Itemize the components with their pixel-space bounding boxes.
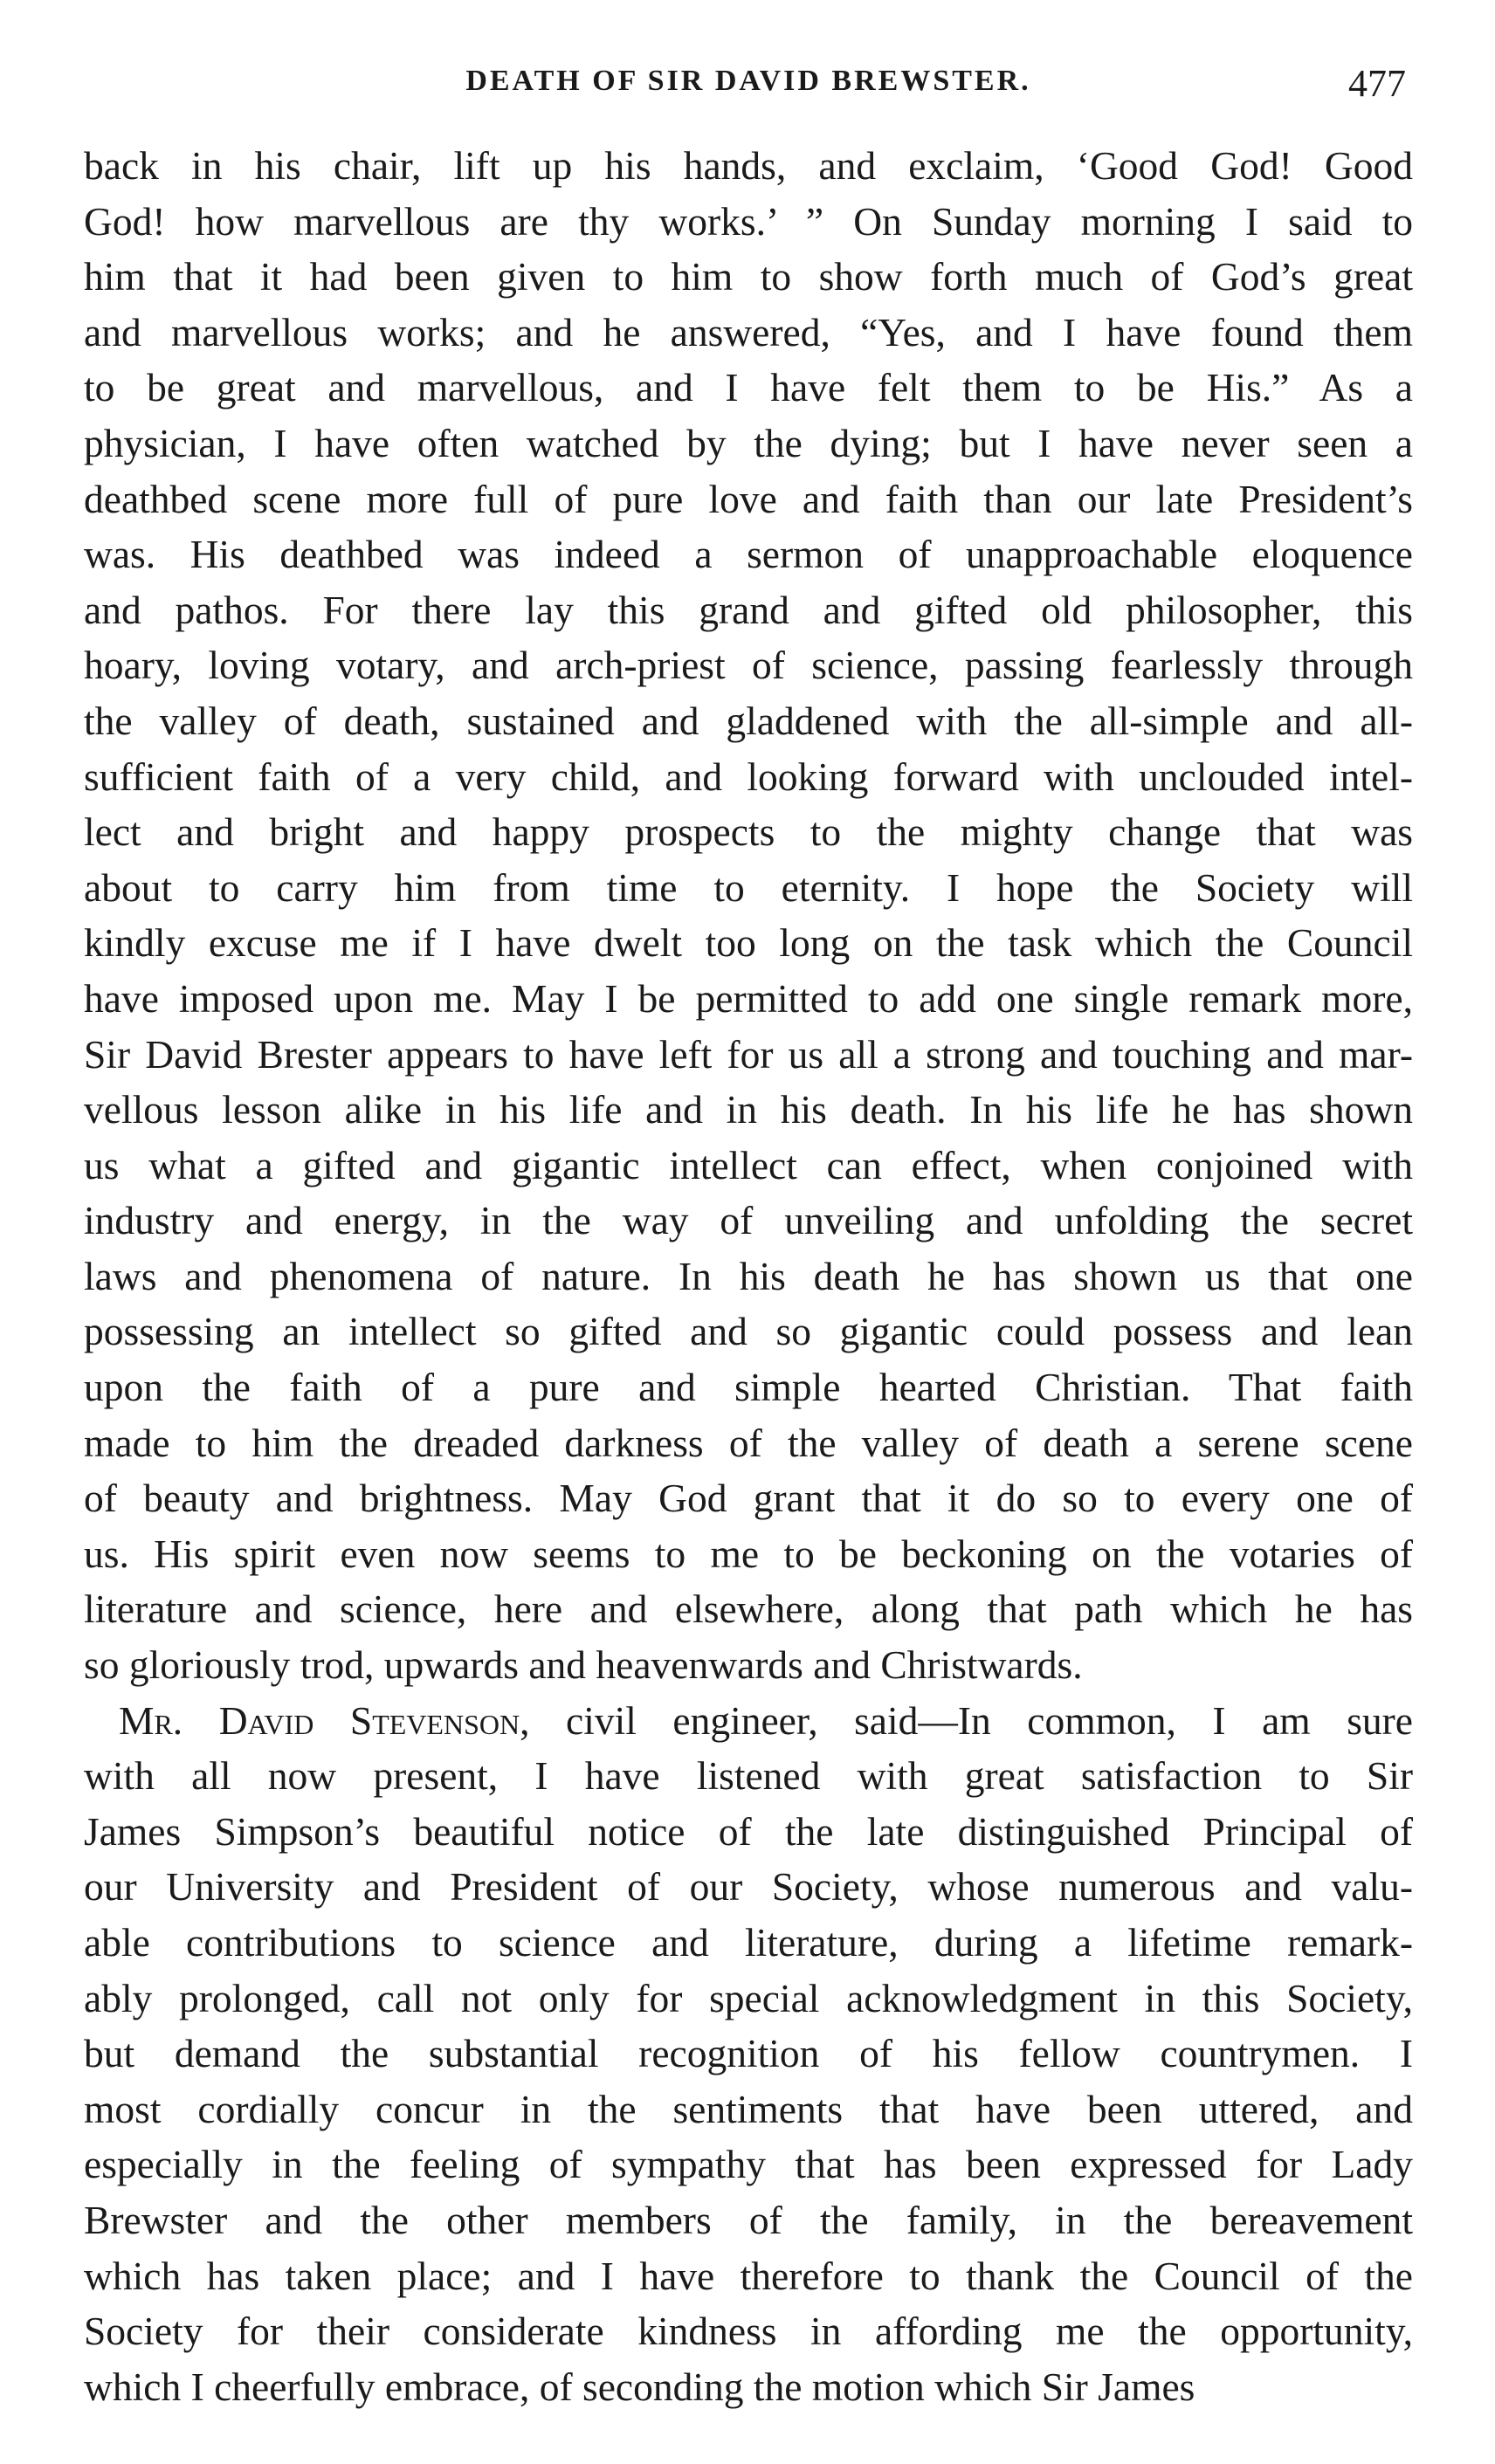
text-line: about to carry him from time to eternity. I hope the Society will — [84, 864, 1413, 910]
text-line: upon the faith of a pure and simple hearted Christian. That faith — [84, 1365, 1413, 1410]
text-line: laws and phenomena of nature. In his death he has shown us that one — [84, 1253, 1413, 1298]
text-line: so gloriously trod, upwards and heavenwards and Christwards. — [84, 1642, 1083, 1688]
text-line: Society for their considerate kindness in affording me the opportunity, — [84, 2309, 1413, 2354]
text-line: was. His deathbed was indeed a sermon of unapproachable eloquence — [84, 532, 1413, 577]
text-line: literature and science, here and elsewhere, along that path which he has — [84, 1586, 1413, 1632]
text-line: Sir David Brester appears to have left for us all a strong and touching and mar- — [84, 1031, 1413, 1077]
speaker-name: Mr. David Stevenson — [119, 1697, 520, 1743]
text-line: Brewster and the other members of the family, in the bereavement — [84, 2197, 1413, 2242]
paragraph-stevenson-speech — [84, 1693, 1413, 2415]
text-line: with all now present, I have listened with great satisfaction to Sir — [84, 1753, 1413, 1799]
text-line: kindly excuse me if I have dwelt too long on the task which the Council — [84, 920, 1413, 966]
body-text — [84, 138, 1413, 2414]
text-line: him that it had been given to him to show forth much of God’s great — [84, 254, 1413, 299]
text-line: industry and energy, in the way of unveiling and unfolding the secret — [84, 1198, 1413, 1243]
text-line: vellous lesson alike in his life and in his death. In his life he has shown — [84, 1087, 1413, 1132]
text-line: and marvellous works; and he answered, “Yes, and I have found them — [84, 309, 1413, 354]
text-line: made to him the dreaded darkness of the valley of death a serene scene — [84, 1420, 1413, 1465]
paragraph-simpson-speech — [84, 138, 1413, 1693]
text-line: James Simpson’s beautiful notice of the late distinguished Principal of — [84, 1808, 1413, 1854]
text-line: hoary, loving votary, and arch-priest of science, passing fearlessly through — [84, 643, 1413, 688]
text-line: possessing an intellect so gifted and so gigantic could possess and lean — [84, 1309, 1413, 1354]
text-line: most cordially concur in the sentiments that have been uttered, and — [84, 2086, 1413, 2131]
text-line: God! how marvellous are thy works.’ ” On Sunday morning I said to — [84, 198, 1413, 244]
book-page — [84, 61, 1413, 2414]
text-line: have imposed upon me. May I be permitted to add one single remark more, — [84, 975, 1413, 1021]
text-line: lect and bright and happy prospects to the mighty change that was — [84, 809, 1413, 855]
text-line: the valley of death, sustained and gladdened with the all-simple and all- — [84, 698, 1413, 743]
text-line: which has taken place; and I have therefore to thank the Council of the — [84, 2253, 1413, 2298]
text-line: ably prolonged, call not only for special acknowledgment in this Society, — [84, 1975, 1413, 2020]
running-title: DEATH OF SIR DAVID BREWSTER. — [465, 65, 1031, 97]
text-line: especially in the feeling of sympathy that has been expressed for Lady — [84, 2142, 1413, 2187]
text-line: physician, I have often watched by the dying; but I have never seen a — [84, 420, 1413, 465]
text-line: which I cheerfully embrace, of seconding the motion which Sir James — [84, 2364, 1195, 2409]
text-line: able contributions to science and literature, during a lifetime remark- — [84, 1920, 1413, 1965]
text-line: back in his chair, lift up his hands, and exclaim, ‘Good God! Good — [84, 143, 1413, 188]
text-line: but demand the substantial recognition of his fellow countrymen. I — [84, 2031, 1413, 2076]
text-line: to be great and marvellous, and I have felt them to be His.” As a — [84, 365, 1413, 410]
text-line: us. His spirit even now seems to me to be beckoning on the votaries of — [84, 1531, 1413, 1576]
speaker-line-text: , civil engineer, said—In common, I am sure — [520, 1697, 1413, 1743]
text-line: our University and President of our Society, whose numerous and valu- — [84, 1864, 1413, 1910]
text-line: sufficient faith of a very child, and looking forward with unclouded intel- — [84, 754, 1413, 799]
page-number: 477 — [1348, 62, 1406, 105]
text-line: us what a gifted and gigantic intellect can effect, when conjoined with — [84, 1142, 1413, 1187]
text-line: deathbed scene more full of pure love and faith than our late President’s — [84, 476, 1413, 521]
text-line — [84, 1693, 1413, 1749]
text-line: and pathos. For there lay this grand and gifted old philosopher, this — [84, 587, 1413, 632]
text-line: of beauty and brightness. May God grant that it do so to every one of — [84, 1476, 1413, 1521]
running-head — [84, 61, 1413, 117]
